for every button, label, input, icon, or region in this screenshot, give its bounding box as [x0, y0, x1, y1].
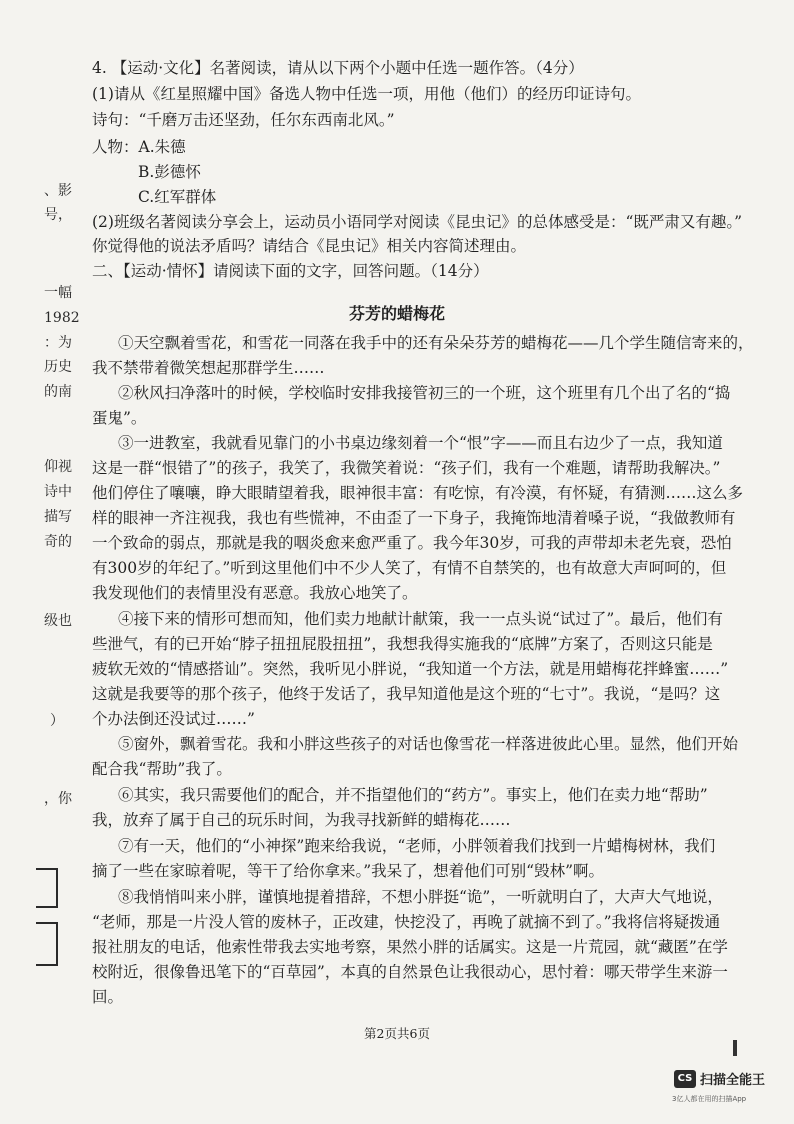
margin-text: 历史 — [44, 359, 72, 375]
passage-line: ⑥其实，我只需要他们的配合，并不指望他们的“药方”。事实上，他们在卖力地“帮助” — [118, 786, 708, 804]
q4-sub2-line1: (2)班级名著阅读分享会上，运动员小语同学对阅读《昆虫记》的总体感受是：“既严肃又有趣。” — [92, 213, 743, 231]
passage-line: 我不禁带着微笑想起那群学生…… — [92, 359, 325, 377]
q4-sub2-line2: 你觉得他的说法矛盾吗？请结合《昆虫记》相关内容简述理由。 — [92, 237, 527, 255]
passage-line: 疲软无效的“情感搭讪”。突然，我听见小胖说，“我知道一个方法，就是用蜡梅花拌蜂蜜……” — [92, 660, 729, 678]
margin-text: 级也 — [44, 613, 72, 629]
passage-title: 芬芳的蜡梅花 — [348, 304, 445, 323]
q4-header: 4. 【运动·文化】名著阅读，请从以下两个小题中任选一题作答。（4分） — [92, 59, 584, 77]
margin-text: 诗中 — [44, 484, 72, 500]
passage-line: 样的眼神一齐注视我，我也有些慌神，不由歪了一下身子，我掩饰地清着嗓子说，“我做教师有 — [92, 509, 736, 527]
passage-line: 这是一群“恨错了”的孩子，我笑了，我微笑着说：“孩子们，我有一个难题，请帮助我解决。” — [92, 459, 721, 477]
passage-line: ⑧我悄悄叫来小胖，谨慎地提着措辞，不想小胖挺“诡”，一听就明白了，大声大气地说， — [118, 888, 723, 906]
margin-box — [36, 868, 58, 908]
margin-text: ） — [50, 713, 64, 729]
passage-line: 有300岁的年纪了。”听到这里他们中不少人笑了，有情不自禁笑的，也有故意大声呵呵的，但 — [92, 559, 727, 577]
margin-text: 、影 — [44, 183, 72, 199]
brand-name: 扫描全能王 — [700, 1073, 766, 1088]
passage-line: ⑤窗外，飘着雪花。我和小胖这些孩子的对话也像雪花一样落进彼此心里。显然，他们开始 — [118, 735, 739, 753]
page-number: 第2页共6页 — [364, 1026, 430, 1041]
margin-text: 一幅 — [44, 285, 72, 301]
margin-box — [36, 922, 58, 966]
q4-sub1: (1)请从《红星照耀中国》备选人物中任选一项，用他（他们）的经历印证诗句。 — [92, 85, 641, 103]
brand-tagline: 3亿人都在用的扫描App — [672, 1095, 747, 1103]
passage-line: 一个致命的弱点，那就是我的咽炎愈来愈严重了。我今年30岁，可我的声带却未老先衰，恐怕 — [92, 534, 732, 552]
passage-line: 摘了一些在家晾着呢，等干了给你拿来。”我呆了，想着他们可别“毁林”啊。 — [92, 862, 605, 880]
passage-line: “老师，那是一片没人管的废林子，正改建，快挖没了，再晚了就摘不到了。”我将信将疑拨通 — [92, 913, 721, 931]
q4-option-b: B.彭德怀 — [138, 163, 201, 181]
passage-line: ⑦有一天，他们的“小神探”跑来给我说，“老师，小胖领着我们找到一片蜡梅树林，我们 — [118, 837, 716, 855]
passage-line: 回。 — [92, 988, 124, 1006]
margin-text: 描写 — [44, 509, 72, 525]
passage-line: ①天空飘着雪花，和雪花一同落在我手中的还有朵朵芬芳的蜡梅花——几个学生随信寄来的， — [118, 334, 754, 352]
passage-line: 配合我“帮助”我了。 — [92, 760, 232, 778]
scanner-watermark — [672, 1068, 782, 1108]
margin-text: 仰视 — [44, 459, 72, 475]
passage-line: 我发现他们的表情里没有恶意。我放心地笑了。 — [92, 584, 418, 602]
passage-line: 报社朋友的电话，他索性带我去实地考察，果然小胖的话属实。这是一片荒园，就“藏匿”在学 — [92, 938, 728, 956]
margin-text: 的南 — [44, 384, 72, 400]
margin-text: ：为 — [44, 335, 72, 351]
passage-line: 个办法倒还没试过……” — [92, 710, 255, 728]
q4-option-a: 人物：A.朱德 — [92, 138, 186, 156]
margin-text: 1982 — [44, 310, 80, 326]
margin-text: 奇的 — [44, 534, 72, 550]
passage-line: ④接下来的情形可想而知，他们卖力地献计献策，我一一点头说“试过了”。最后，他们有 — [118, 610, 723, 628]
q4-poem: 诗句：“千磨万击还坚劲，任尔东西南北风。” — [92, 111, 395, 129]
passage-line: 我，放弃了属于自己的玩乐时间，为我寻找新鲜的蜡梅花…… — [92, 811, 511, 829]
passage-line: 他们停住了嚷嚷，睁大眼睛望着我，眼神很丰富：有吃惊，有冷漠，有怀疑，有猜测……这么多 — [92, 484, 744, 502]
section2-header: 二、【运动·情怀】请阅读下面的文字，回答问题。（14分） — [92, 262, 489, 280]
q4-option-c: C.红军群体 — [138, 188, 217, 206]
passage-line: 校附近，很像鲁迅笔下的“百草园”，本真的自然景色让我很动心，思忖着：哪天带学生来游一 — [92, 963, 728, 981]
passage-line: 这就是我要等的那个孩子，他终于发话了，我早知道他是这个班的“七寸”。我说，“是吗？这 — [92, 685, 721, 703]
passage-line: 些泄气，有的已开始“脖子扭扭屁股扭扭”，我想我得实施我的“底牌”方案了，否则这只能是 — [92, 635, 713, 653]
passage-line: ②秋风扫净落叶的时候，学校临时安排我接管初三的一个班，这个班里有几个出了名的“捣 — [118, 384, 731, 402]
passage-line: 蛋鬼”。 — [92, 409, 147, 427]
margin-text: 号， — [44, 207, 72, 223]
scan-artifact — [733, 1040, 737, 1056]
margin-text: ，你 — [44, 791, 72, 807]
passage-line: ③一进教室，我就看见靠门的小书桌边缘刻着一个“恨”字——而且右边少了一点，我知道 — [118, 434, 723, 452]
camscanner-logo-icon: CS — [674, 1070, 696, 1088]
